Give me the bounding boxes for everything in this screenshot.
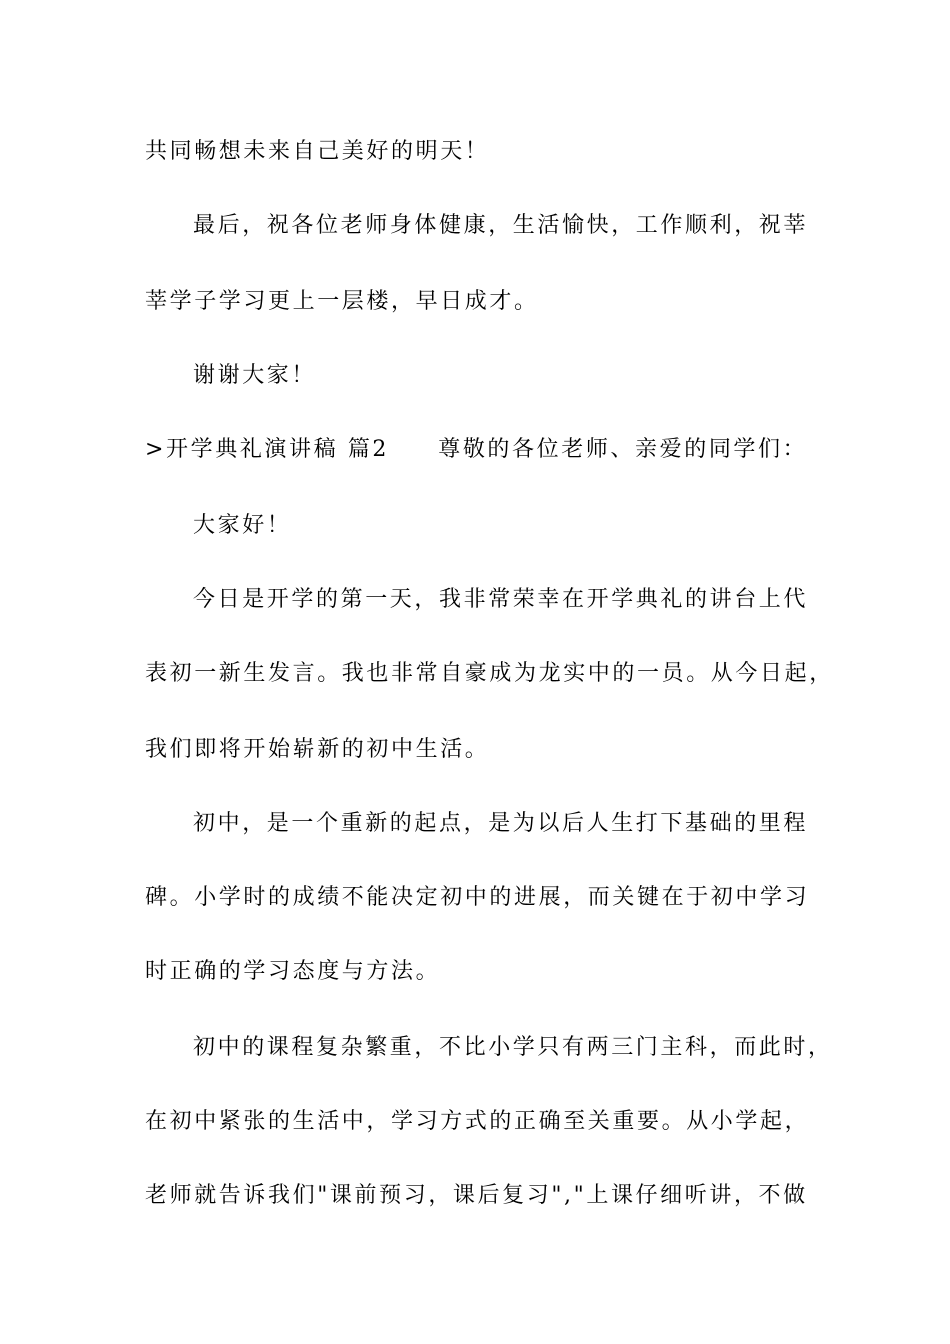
paragraph-line: 老师就告诉我们"课前预习，课后复习","上课仔细听讲，不做 xyxy=(145,1183,808,1208)
paragraph-line: 在初中紧张的生活中，学习方式的正确至关重要。从小学起， xyxy=(145,1109,810,1134)
paragraph-line: 共同畅想未来自己美好的明天！ xyxy=(145,139,490,164)
paragraph-line: 我们即将开始崭新的初中生活。 xyxy=(145,737,490,762)
paragraph-line: 大家好！ xyxy=(193,513,292,538)
paragraph-line: 莘学子学习更上一层楼，早日成才。 xyxy=(145,289,539,314)
paragraph-line: 初中，是一个重新的起点，是为以后人生打下基础的里程 xyxy=(193,811,809,836)
paragraph-line: 今日是开学的第一天，我非常荣幸在开学典礼的讲台上代 xyxy=(193,587,809,612)
section-heading-line: >开学典礼演讲稿 篇2 尊敬的各位老师、亲爱的同学们： xyxy=(145,437,808,462)
paragraph-line: 初中的课程复杂繁重，不比小学只有两三门主科，而此时， xyxy=(193,1035,833,1060)
paragraph-line: 最后，祝各位老师身体健康，生活愉快，工作顺利，祝莘 xyxy=(193,213,809,238)
paragraph-line: 谢谢大家！ xyxy=(193,363,317,388)
paragraph-line: 时正确的学习态度与方法。 xyxy=(145,959,441,984)
paragraph-line: 表初一新生发言。我也非常自豪成为龙实中的一员。从今日起， xyxy=(145,661,834,686)
paragraph-line: 碑。小学时的成绩不能决定初中的进展，而关键在于初中学习 xyxy=(145,885,810,910)
